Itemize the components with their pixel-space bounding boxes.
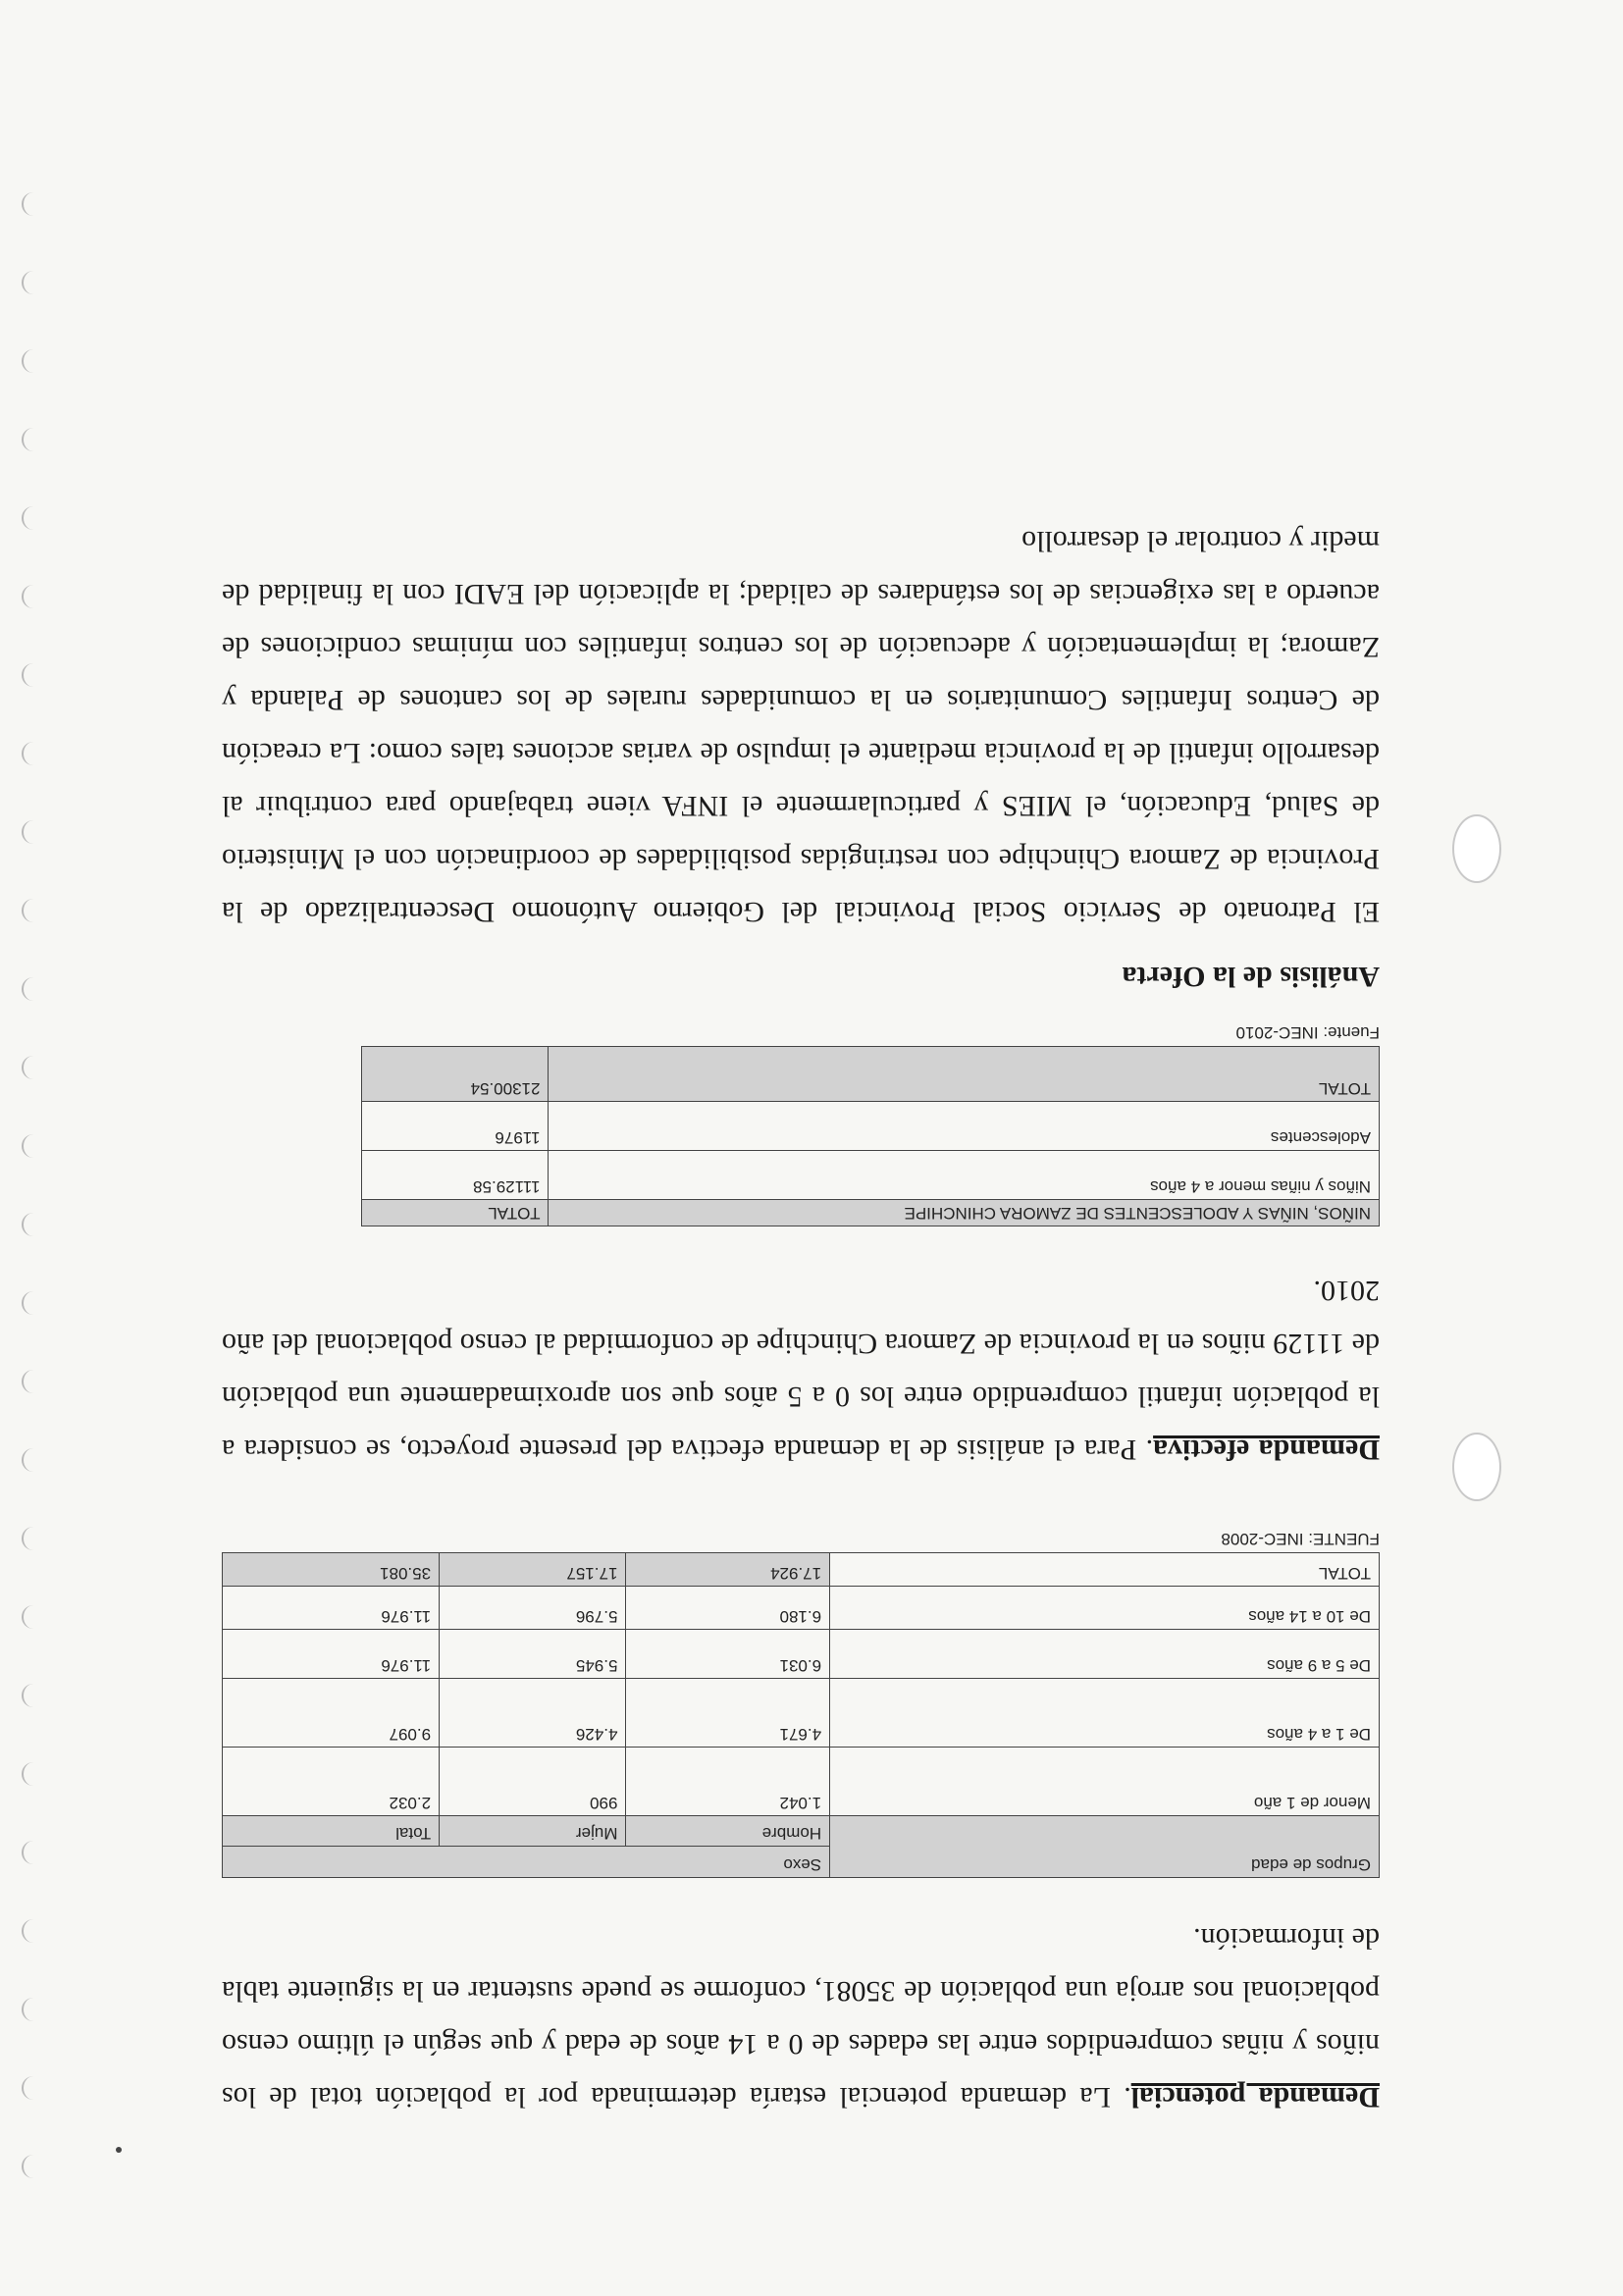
table-row	[362, 1151, 1380, 1200]
paragraph-offer-analysis: El Patronato de Servicio Social Provincial del Gobierno Autónomo Descentralizado de la Provincia de Zamora Chinchipe con restringidas posibilidades de coordinación con el Ministerio de Salud, Educación, el MIES y particularmente el INFA viene trabajando para contribuir al desarrollo infantil de la provincia mediante el impulso de varias acciones tales como: La creación de Centros Infantiles Comunitarios en la comunidades rurales de los cantones de Palanda y Zamora; la implementación y adecuación de los centros infantiles con mínimas condiciones de acuerdo a las exigencias de los estándares de calidad; la aplicación del EADI con la finalidad de medir y controlar el desarrollo	[222, 525, 1380, 928]
heading-potential-demand: Demanda potencial	[1130, 2081, 1380, 2113]
table2-source: Fuente: INEC-2010	[1235, 1023, 1380, 1042]
paragraph-potential-demand	[222, 1911, 1380, 2123]
table1-source: FUENTE: INEC-2008	[1221, 1530, 1380, 1548]
cell-total: 11976	[362, 1102, 549, 1151]
cell-female: 5.945	[440, 1630, 626, 1679]
header-male: Hombre	[626, 1816, 830, 1848]
document-body	[222, 514, 1380, 2123]
cell-female: 4.426	[440, 1679, 626, 1748]
row-label: TOTAL	[830, 1553, 1380, 1587]
cell-total: 2.032	[223, 1748, 440, 1816]
cell-total: 11129.58	[362, 1151, 549, 1200]
table-row	[362, 1047, 1380, 1102]
cell-female: 17.157	[440, 1553, 626, 1587]
age-group-table	[222, 1552, 1380, 1878]
cell-male: 4.671	[626, 1679, 830, 1748]
ink-speck	[116, 2147, 122, 2153]
header-sex: Sexo	[223, 1847, 830, 1878]
header-age-groups: Grupos de edad	[830, 1816, 1380, 1878]
cell-male: 6.031	[626, 1630, 830, 1679]
heading-effective-demand: Demanda efectiva	[1153, 1434, 1380, 1466]
header-total: Total	[223, 1816, 440, 1848]
row-label: De 10 a 14 años	[830, 1587, 1380, 1630]
table-row	[223, 1587, 1380, 1630]
paragraph-effective-demand	[222, 1264, 1380, 1476]
table-row	[223, 1679, 1380, 1748]
table-row	[223, 1748, 1380, 1816]
row-label: De 5 a 9 años	[830, 1630, 1380, 1679]
potential-demand-text: . La demanda potencial estaría determinada por la población total de los niños y niñas comprendidos entre las edades de 0 a 14 años de edad y que según el último censo poblacional nos arroja una población de 35081, conforme se puede sustentar en la siguiente tabla de información.	[221, 1922, 1380, 2113]
punch-hole	[1452, 1433, 1501, 1501]
header-children: NIÑOS, NIÑAS Y ADOLESCENTES DE ZAMORA CHINCHIPE	[549, 1200, 1380, 1226]
punch-hole	[1452, 814, 1501, 883]
cell-male: 6.180	[626, 1587, 830, 1630]
header-children-total: TOTAL	[362, 1200, 549, 1226]
row-label: Menor de 1 año	[830, 1748, 1380, 1816]
cell-female: 5.796	[440, 1587, 626, 1630]
cell-total: 35.081	[223, 1553, 440, 1587]
perforation-edge	[18, 0, 57, 2296]
table-row	[223, 1553, 1380, 1587]
header-female: Mujer	[440, 1816, 626, 1848]
effective-demand-text: . Para el análisis de la demanda efectiva del presente proyecto, se considera a la población infantil comprendido entre los 0 a 5 años que son aproximadamente una población de 11129 niños en la provincia de Zamora Chinchipe de conformidad al censo poblacional del año 2010.	[222, 1275, 1380, 1466]
children-table	[361, 1046, 1380, 1226]
heading-offer-analysis: Análisis de la Oferta	[1122, 961, 1380, 993]
cell-male: 17.924	[626, 1553, 830, 1587]
cell-total: 11.976	[223, 1630, 440, 1679]
row-label: Niños y niñas menor a 4 años	[549, 1151, 1380, 1200]
cell-total: 11.976	[223, 1587, 440, 1630]
table-row	[362, 1102, 1380, 1151]
row-label: Adolescentes	[549, 1102, 1380, 1151]
cell-total: 21300.54	[362, 1047, 549, 1102]
cell-total: 9.097	[223, 1679, 440, 1748]
table-row	[223, 1630, 1380, 1679]
row-label: De 1 a 4 años	[830, 1679, 1380, 1748]
cell-female: 990	[440, 1748, 626, 1816]
cell-male: 1.042	[626, 1748, 830, 1816]
row-label: TOTAL	[549, 1047, 1380, 1102]
